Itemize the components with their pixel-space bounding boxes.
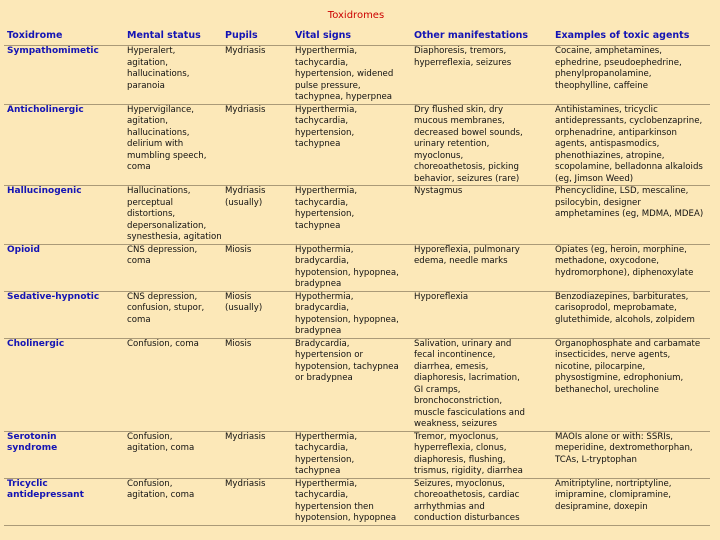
cell-line: confusion, stupor, bbox=[127, 303, 205, 313]
cell-line: hypertension, widened bbox=[295, 69, 394, 79]
toxic-agents-cell bbox=[552, 338, 710, 431]
vital-signs-cell bbox=[292, 478, 411, 525]
cell-line: synesthesia, agitation bbox=[127, 232, 222, 242]
table-row bbox=[4, 291, 710, 338]
cell-line: hypotension, hypopnea, bbox=[295, 314, 399, 325]
cell-line: edema, needle marks bbox=[414, 256, 508, 266]
header-row bbox=[4, 25, 710, 46]
cell-line: perceptual bbox=[127, 197, 174, 208]
mental-status-cell bbox=[124, 291, 222, 338]
other-manifestations-cell bbox=[411, 478, 552, 525]
cell-line: Opioid bbox=[7, 244, 40, 255]
cell-line: (usually) bbox=[225, 303, 263, 313]
cell-line: paranoia bbox=[127, 80, 165, 91]
cell-line: distortions, bbox=[127, 209, 176, 219]
table-row bbox=[4, 478, 710, 525]
cell-line: hypotension, tachypnea bbox=[295, 361, 399, 372]
cell-line: Dry flushed skin, dry bbox=[414, 104, 504, 115]
toxidrome-cell bbox=[4, 104, 124, 186]
cell-line: agents, antispasmodics, bbox=[555, 139, 660, 149]
cell-line: antidepressant bbox=[7, 490, 84, 500]
cell-line: Hyporeflexia, pulmonary bbox=[414, 244, 520, 255]
cell-line: Amitriptyline, nortriptyline, bbox=[555, 478, 672, 489]
cell-line: coma bbox=[127, 314, 151, 325]
header-toxidrome: Toxidrome bbox=[4, 25, 124, 46]
cell-line: orphenadrine, antiparkinson bbox=[555, 127, 677, 138]
pupils-cell bbox=[222, 431, 292, 478]
cell-line: Bradycardia, bbox=[295, 338, 350, 349]
cell-line: carisoprodol, meprobamate, bbox=[555, 303, 677, 313]
cell-line: bradypnea bbox=[295, 279, 342, 289]
toxidrome-cell bbox=[4, 244, 124, 291]
mental-status-cell bbox=[124, 431, 222, 478]
cell-line: Diaphoresis, tremors, bbox=[414, 46, 507, 56]
cell-line: hyperreflexia, seizures bbox=[414, 57, 512, 68]
cell-line: muscle fasciculations and bbox=[414, 407, 525, 418]
toxidrome-cell bbox=[4, 186, 124, 245]
cell-line: imipramine, clomipramine, bbox=[555, 490, 671, 500]
toxic-agents-cell bbox=[552, 186, 710, 245]
cell-line: Tremor, myoclonus, bbox=[414, 431, 499, 442]
cell-line: scopolamine, belladonna alkaloids bbox=[555, 162, 703, 172]
cell-line: Mydriasis bbox=[225, 46, 266, 56]
other-manifestations-cell bbox=[411, 431, 552, 478]
cell-line: choreoathetosis, cardiac bbox=[414, 490, 520, 500]
toxic-agents-cell bbox=[552, 478, 710, 525]
cell-line: Seizures, myoclonus, bbox=[414, 478, 505, 489]
cell-line: antidepressants, cyclobenzaprine, bbox=[555, 116, 703, 126]
vital-signs-cell bbox=[292, 104, 411, 186]
cell-line: phenothiazines, atropine, bbox=[555, 150, 665, 161]
toxidrome-cell bbox=[4, 338, 124, 431]
cell-line: agitation, coma bbox=[127, 490, 195, 500]
cell-line: tachypnea, hyperpnea bbox=[295, 92, 393, 102]
mental-status-cell bbox=[124, 478, 222, 525]
cell-line: Hallucinations, bbox=[127, 186, 191, 196]
cell-line: hyperreflexia, clonus, bbox=[414, 443, 507, 453]
cell-line: arrhythmias and bbox=[414, 501, 485, 512]
vital-signs-cell bbox=[292, 244, 411, 291]
vital-signs-cell bbox=[292, 431, 411, 478]
pupils-cell bbox=[222, 46, 292, 105]
cell-line: Tricyclic bbox=[7, 478, 48, 489]
cell-line: Miosis bbox=[225, 244, 252, 255]
cell-line: Hyperthermia, bbox=[295, 478, 358, 489]
mental-status-cell bbox=[124, 46, 222, 105]
cell-line: Miosis bbox=[225, 291, 252, 302]
pupils-cell bbox=[222, 291, 292, 338]
cell-line: tachycardia, bbox=[295, 116, 349, 126]
cell-line: desipramine, doxepin bbox=[555, 501, 648, 512]
cell-line: Nystagmus bbox=[414, 186, 463, 196]
pupils-cell bbox=[222, 244, 292, 291]
vital-signs-cell bbox=[292, 338, 411, 431]
cell-line: choreoathetosis, picking bbox=[414, 162, 519, 172]
toxic-agents-cell bbox=[552, 104, 710, 186]
toxidrome-cell bbox=[4, 46, 124, 105]
other-manifestations-cell bbox=[411, 104, 552, 186]
header-vital-signs: Vital signs bbox=[292, 25, 411, 46]
cell-line: pulse pressure, bbox=[295, 80, 361, 91]
pupils-cell bbox=[222, 186, 292, 245]
cell-line: amphetamines (eg, MDMA, MDEA) bbox=[555, 209, 704, 219]
cell-line: methadone, oxycodone, bbox=[555, 256, 659, 266]
toxic-agents-cell bbox=[552, 46, 710, 105]
cell-line: Hyporeflexia bbox=[414, 291, 469, 302]
mental-status-cell bbox=[124, 186, 222, 245]
cell-line: Cocaine, amphetamines, bbox=[555, 46, 662, 56]
cell-line: Opiates (eg, heroin, morphine, bbox=[555, 244, 687, 255]
toxic-agents-cell bbox=[552, 244, 710, 291]
cell-line: Hallucinogenic bbox=[7, 186, 82, 196]
cell-line: hypotension, hypopnea bbox=[295, 513, 397, 523]
page-title: Toxidromes bbox=[327, 10, 385, 21]
cell-line: bethanechol, urecholine bbox=[555, 384, 659, 395]
header-mental-status: Mental status bbox=[124, 25, 222, 46]
cell-line: Mydriasis bbox=[225, 104, 266, 115]
cell-line: physostigmine, edrophonium, bbox=[555, 373, 684, 383]
pupils-cell bbox=[222, 478, 292, 525]
cell-line: bronchoconstriction, bbox=[414, 396, 503, 406]
cell-line: fecal incontinence, bbox=[414, 350, 496, 360]
cell-line: Phencyclidine, LSD, mescaline, bbox=[555, 186, 689, 196]
cell-line: myoclonus, bbox=[414, 150, 464, 161]
cell-line: Serotonin bbox=[7, 431, 57, 442]
cell-line: Confusion, coma bbox=[127, 338, 199, 349]
cell-line: depersonalization, bbox=[127, 220, 207, 231]
cell-line: Salivation, urinary and bbox=[414, 338, 512, 349]
cell-line: Organophosphate and carbamate bbox=[555, 338, 701, 349]
cell-line: coma bbox=[127, 162, 151, 172]
cell-line: agitation, bbox=[127, 116, 168, 126]
cell-line: Hypothermia, bbox=[295, 291, 354, 302]
cell-line: hallucinations, bbox=[127, 127, 190, 138]
cell-line: agitation, bbox=[127, 57, 168, 68]
cell-line: Hyperthermia, bbox=[295, 46, 358, 56]
cell-line: decreased bowel sounds, bbox=[414, 127, 523, 138]
cell-line: Benzodiazepines, barbiturates, bbox=[555, 291, 689, 302]
cell-line: (usually) bbox=[225, 197, 263, 208]
cell-line: phenylpropanolamine, bbox=[555, 69, 652, 79]
mental-status-cell bbox=[124, 244, 222, 291]
cell-line: conduction disturbances bbox=[414, 513, 520, 523]
toxidromes-table bbox=[4, 25, 710, 526]
cell-line: diaphoresis, flushing, bbox=[414, 454, 506, 465]
toxidrome-cell bbox=[4, 291, 124, 338]
other-manifestations-cell bbox=[411, 244, 552, 291]
cell-line: tachycardia, bbox=[295, 490, 349, 500]
cell-line: bradypnea bbox=[295, 326, 342, 336]
cell-line: (eg, Jimson Weed) bbox=[555, 173, 634, 184]
cell-line: weakness, seizures bbox=[414, 419, 497, 429]
cell-line: mumbling speech, bbox=[127, 150, 207, 161]
table-row bbox=[4, 431, 710, 478]
cell-line: insecticides, nerve agents, bbox=[555, 350, 671, 360]
cell-line: psilocybin, designer bbox=[555, 197, 641, 208]
cell-line: bradycardia, bbox=[295, 303, 350, 313]
cell-line: Hypervigilance, bbox=[127, 104, 194, 115]
cell-line: nicotine, pilocarpine, bbox=[555, 361, 646, 372]
cell-line: Cholinergic bbox=[7, 338, 65, 349]
cell-line: bradycardia, bbox=[295, 256, 350, 266]
cell-line: Mydriasis bbox=[225, 431, 266, 442]
cell-line: Hypothermia, bbox=[295, 244, 354, 255]
pupils-cell bbox=[222, 338, 292, 431]
cell-line: TCAs, L-tryptophan bbox=[555, 454, 637, 465]
cell-line: tachycardia, bbox=[295, 197, 349, 208]
cell-line: hypertension then bbox=[295, 501, 374, 512]
toxidrome-cell bbox=[4, 478, 124, 525]
cell-line: hydromorphone), diphenoxylate bbox=[555, 267, 694, 278]
cell-line: meperidine, dextromethorphan, bbox=[555, 443, 693, 453]
cell-line: hypertension, bbox=[295, 209, 355, 219]
cell-line: delirium with bbox=[127, 139, 184, 149]
other-manifestations-cell bbox=[411, 186, 552, 245]
cell-line: MAOIs alone or with: SSRIs, bbox=[555, 431, 674, 442]
cell-line: mucous membranes, bbox=[414, 116, 505, 126]
cell-line: Confusion, bbox=[127, 478, 173, 489]
cell-line: GI cramps, bbox=[414, 384, 461, 395]
cell-line: Sedative-hypnotic bbox=[7, 291, 100, 302]
vital-signs-cell bbox=[292, 291, 411, 338]
cell-line: Hyperthermia, bbox=[295, 431, 358, 442]
toxic-agents-cell bbox=[552, 291, 710, 338]
header-pupils: Pupils bbox=[222, 25, 292, 46]
pupils-cell bbox=[222, 104, 292, 186]
table-row bbox=[4, 338, 710, 431]
other-manifestations-cell bbox=[411, 291, 552, 338]
cell-line: coma bbox=[127, 256, 151, 266]
cell-line: behavior, seizures (rare) bbox=[414, 173, 520, 184]
cell-line: theophylline, caffeine bbox=[555, 80, 649, 91]
vital-signs-cell bbox=[292, 46, 411, 105]
toxidrome-cell bbox=[4, 431, 124, 478]
cell-line: trismus, rigidity, diarrhea bbox=[414, 466, 523, 476]
cell-line: Sympathomimetic bbox=[7, 46, 99, 56]
other-manifestations-cell bbox=[411, 46, 552, 105]
cell-line: agitation, coma bbox=[127, 443, 195, 453]
cell-line: Hyperalert, bbox=[127, 46, 176, 56]
cell-line: Confusion, bbox=[127, 431, 173, 442]
table-row bbox=[4, 186, 710, 245]
header-examples-of-toxic-agents: Examples of toxic agents bbox=[552, 25, 710, 46]
cell-line: Miosis bbox=[225, 338, 252, 349]
cell-line: CNS depression, bbox=[127, 244, 198, 255]
cell-line: tachypnea bbox=[295, 466, 341, 476]
mental-status-cell bbox=[124, 338, 222, 431]
cell-line: diarrhea, emesis, bbox=[414, 361, 489, 372]
cell-line: syndrome bbox=[7, 443, 58, 453]
other-manifestations-cell bbox=[411, 338, 552, 431]
vital-signs-cell bbox=[292, 186, 411, 245]
cell-line: hypotension, hypopnea, bbox=[295, 267, 399, 278]
cell-line: hypertension, bbox=[295, 454, 355, 465]
cell-line: glutethimide, alcohols, zolpidem bbox=[555, 314, 695, 325]
toxic-agents-cell bbox=[552, 431, 710, 478]
header-other-manifestations: Other manifestations bbox=[411, 25, 552, 46]
table-row bbox=[4, 244, 710, 291]
table-row bbox=[4, 46, 710, 105]
cell-line: hypertension, bbox=[295, 127, 355, 138]
cell-line: Mydriasis bbox=[225, 478, 266, 489]
cell-line: Antihistamines, tricyclic bbox=[555, 104, 658, 115]
cell-line: tachypnea bbox=[295, 220, 341, 231]
cell-line: CNS depression, bbox=[127, 291, 198, 302]
table-row bbox=[4, 104, 710, 186]
cell-line: Anticholinergic bbox=[7, 104, 84, 115]
cell-line: Mydriasis bbox=[225, 186, 266, 196]
cell-line: urinary retention, bbox=[414, 139, 490, 149]
cell-line: hallucinations, bbox=[127, 69, 190, 79]
cell-line: hypertension or bbox=[295, 350, 364, 360]
cell-line: tachypnea bbox=[295, 139, 341, 149]
cell-line: tachycardia, bbox=[295, 57, 349, 68]
cell-line: Hyperthermia, bbox=[295, 186, 358, 196]
cell-line: diaphoresis, lacrimation, bbox=[414, 373, 520, 383]
cell-line: or bradypnea bbox=[295, 373, 353, 383]
cell-line: ephedrine, pseudoephedrine, bbox=[555, 57, 682, 68]
mental-status-cell bbox=[124, 104, 222, 186]
cell-line: tachycardia, bbox=[295, 443, 349, 453]
cell-line: Hyperthermia, bbox=[295, 104, 358, 115]
